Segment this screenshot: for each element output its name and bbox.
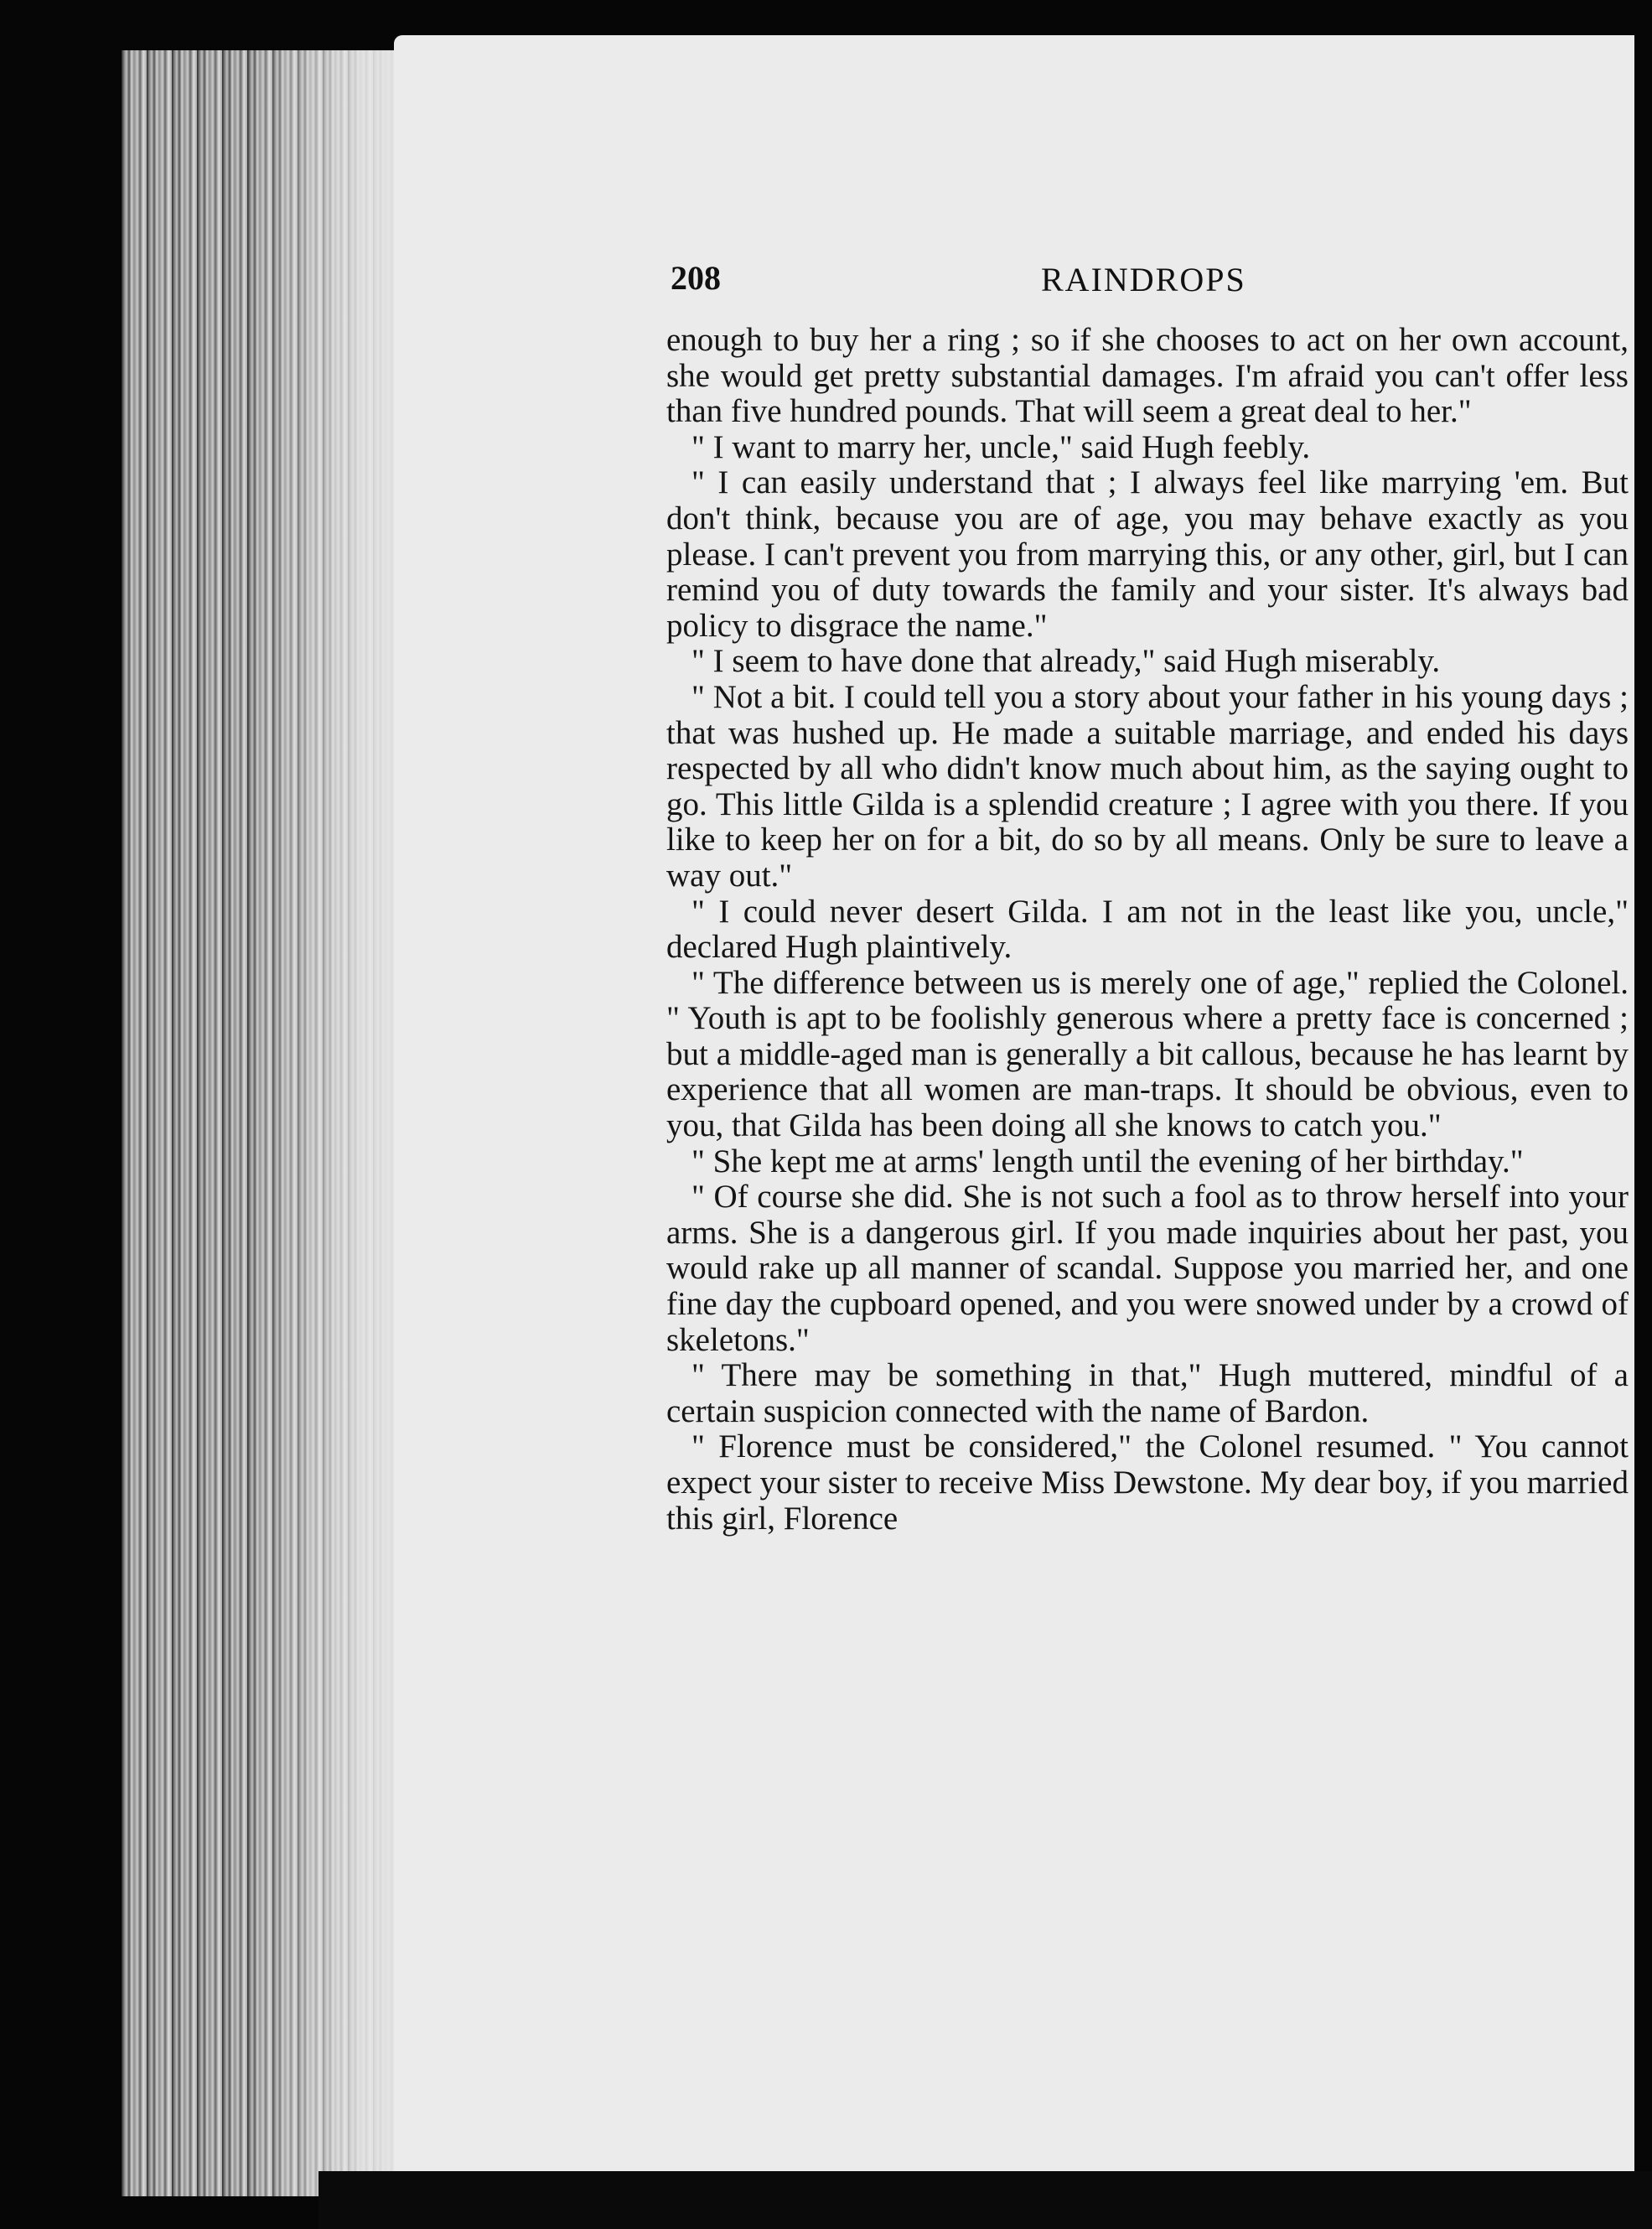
running-head (671, 258, 1308, 308)
paragraph: " Florence must be considered," the Colonel resumed. " You cannot expect your sister to receive Miss Dewstone. My dear boy, if you married this girl, Florence (666, 1428, 1629, 1537)
paragraph: " I can easily understand that ; I always feel like marrying 'em. But don't think, because you are of age, you may behave exactly as you please. I can't prevent you from marrying this, or any other, girl, but I can remind you of duty towards the family and your sister. It's always bad policy to disgrace the name." (666, 464, 1629, 644)
paragraph: " She kept me at arms' length until the evening of her birthday." (691, 1143, 1524, 1179)
paragraph: " I want to marry her, uncle," said Hugh feebly. (691, 428, 1311, 465)
body-text (666, 323, 1629, 1537)
paragraph: " Not a bit. I could tell you a story about your father in his young days ; that was hushed up. He made a suitable marriage, and ended his days respected by all who didn't know much about him, as the saying ought to go. This little Gilda is a splendid creature ; I agree with you there. If you like to keep her on for a bit, do so by all means. Only be sure to leave a way out." (666, 678, 1629, 894)
page-number: 208 (671, 259, 721, 297)
bottom-shadow (318, 2171, 1652, 2229)
paragraph: enough to buy her a ring ; so if she chooses to act on her own account, she would get pretty substantial damages. I'm afraid you can't offer less than five hundred pounds. That will seem a great deal to her." (666, 322, 1629, 430)
paragraph: " There may be something in that," Hugh muttered, mindful of a certain suspicion connected with the name of Bardon. (666, 1357, 1629, 1429)
paragraph: " The difference between us is merely one of age," replied the Colonel. " Youth is apt to be foolishly generous where a pretty face is concerned ; but a middle-aged man is generally a bit callous, because he has learnt by experience that all women are man-traps. It should be obvious, even to you, that Gilda has been doing all she knows to catch you." (666, 964, 1629, 1144)
running-title: RAINDROPS (1041, 261, 1246, 298)
paragraph: " Of course she did. She is not such a fool as to throw herself into your arms. She is a dangerous girl. If you made inquiries about her past, you would rake up all manner of scandal. Suppose you married her, and one fine day the cupboard opened, and you were snowed under by a crowd of skeletons." (666, 1179, 1629, 1358)
paragraph: " I could never desert Gilda. I am not in the least like you, uncle," declared Hugh plaintively. (666, 893, 1629, 966)
paragraph: " I seem to have done that already," said Hugh miserably. (691, 643, 1441, 680)
